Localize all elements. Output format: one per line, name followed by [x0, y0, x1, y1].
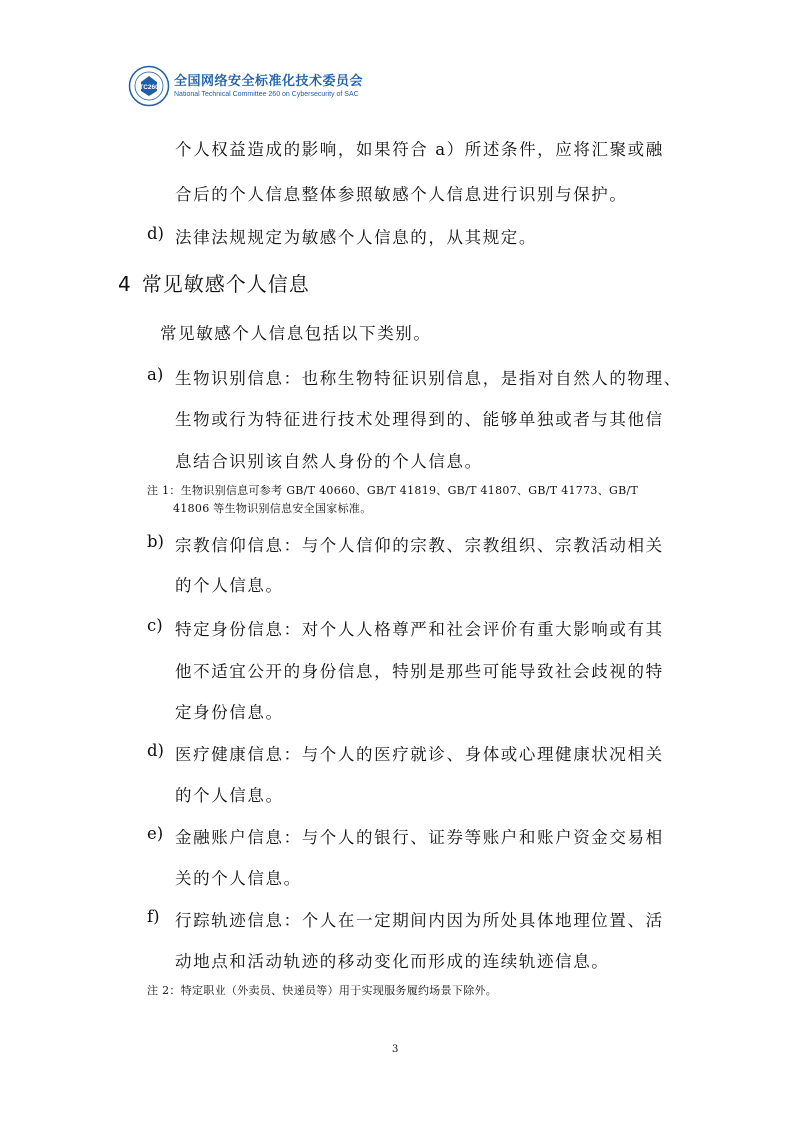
item-d-prev-label: d) — [147, 224, 164, 243]
item-a-label: a) — [147, 365, 164, 384]
section-heading — [118, 268, 310, 297]
section-number: 4 — [118, 272, 132, 296]
logo-text: TC260 — [139, 84, 159, 91]
item-b-line-1: 宗教信仰信息：与个人信仰的宗教、宗教组织、宗教活动相关 — [175, 536, 664, 555]
item-a-line-1: 生物识别信息：也称生物特征识别信息，是指对自然人的物理、 — [175, 369, 682, 388]
note-1-line-1: 注 1：生物识别信息可参考 GB/T 40660、GB/T 41819、GB/T 41807、GB/T 41773、GB/T — [147, 484, 639, 497]
continuation-line-1: 个人权益造成的影响，如果符合 a）所述条件，应将汇聚或融 — [175, 140, 664, 159]
page-number: 3 — [392, 1044, 399, 1055]
organization-name — [174, 74, 363, 99]
item-d-prev-text: 法律法规规定为敏感个人信息的，从其规定。 — [175, 228, 537, 247]
item-b-line-2: 的个人信息。 — [175, 576, 284, 595]
item-d-line-2: 的个人信息。 — [175, 786, 284, 805]
item-c-label: c) — [147, 616, 163, 635]
section-title: 常见敏感个人信息 — [141, 272, 310, 296]
note-2: 注 2：特定职业（外卖员、快递员等）用于实现服务履约场景下除外。 — [147, 984, 498, 997]
page-header — [128, 66, 363, 106]
item-b-label: b) — [147, 532, 164, 551]
item-c-line-3: 定身份信息。 — [175, 703, 284, 722]
tc260-logo — [128, 65, 170, 107]
item-f-line-1: 行踪轨迹信息：个人在一定期间内因为所处具体地理位置、活 — [175, 911, 664, 930]
continuation-line-2: 合后的个人信息整体参照敏感个人信息进行识别与保护。 — [175, 185, 628, 204]
item-e-line-1: 金融账户信息：与个人的银行、证券等账户和账户资金交易相 — [175, 828, 664, 847]
item-f-line-2: 动地点和活动轨迹的移动变化而形成的连续轨迹信息。 — [175, 952, 610, 971]
item-a-line-3: 息结合识别该自然人身份的个人信息。 — [175, 452, 483, 471]
org-name-chinese: 全国网络安全标准化技术委员会 — [174, 73, 364, 89]
section-intro: 常见敏感个人信息包括以下类别。 — [160, 324, 432, 343]
item-d-line-1: 医疗健康信息：与个人的医疗就诊、身体或心理健康状况相关 — [175, 745, 664, 764]
item-a-line-2: 生物或行为特征进行技术处理得到的、能够单独或者与其他信 — [175, 410, 664, 429]
org-name-english: National Technical Committee 260 on Cybersecurity of SAC — [174, 90, 359, 98]
item-c-line-1: 特定身份信息：对个人人格尊严和社会评价有重大影响或有其 — [175, 620, 664, 639]
item-c-line-2: 他不适宜公开的身份信息，特别是那些可能导致社会歧视的特 — [175, 662, 664, 681]
item-e-label: e) — [147, 824, 164, 843]
tc260-seal-icon — [128, 65, 170, 107]
item-e-line-2: 关的个人信息。 — [175, 869, 302, 888]
item-d-label: d) — [147, 741, 164, 760]
note-1-line-2: 41806 等生物识别信息安全国家标准。 — [173, 502, 372, 515]
item-f-label: f) — [147, 907, 160, 926]
